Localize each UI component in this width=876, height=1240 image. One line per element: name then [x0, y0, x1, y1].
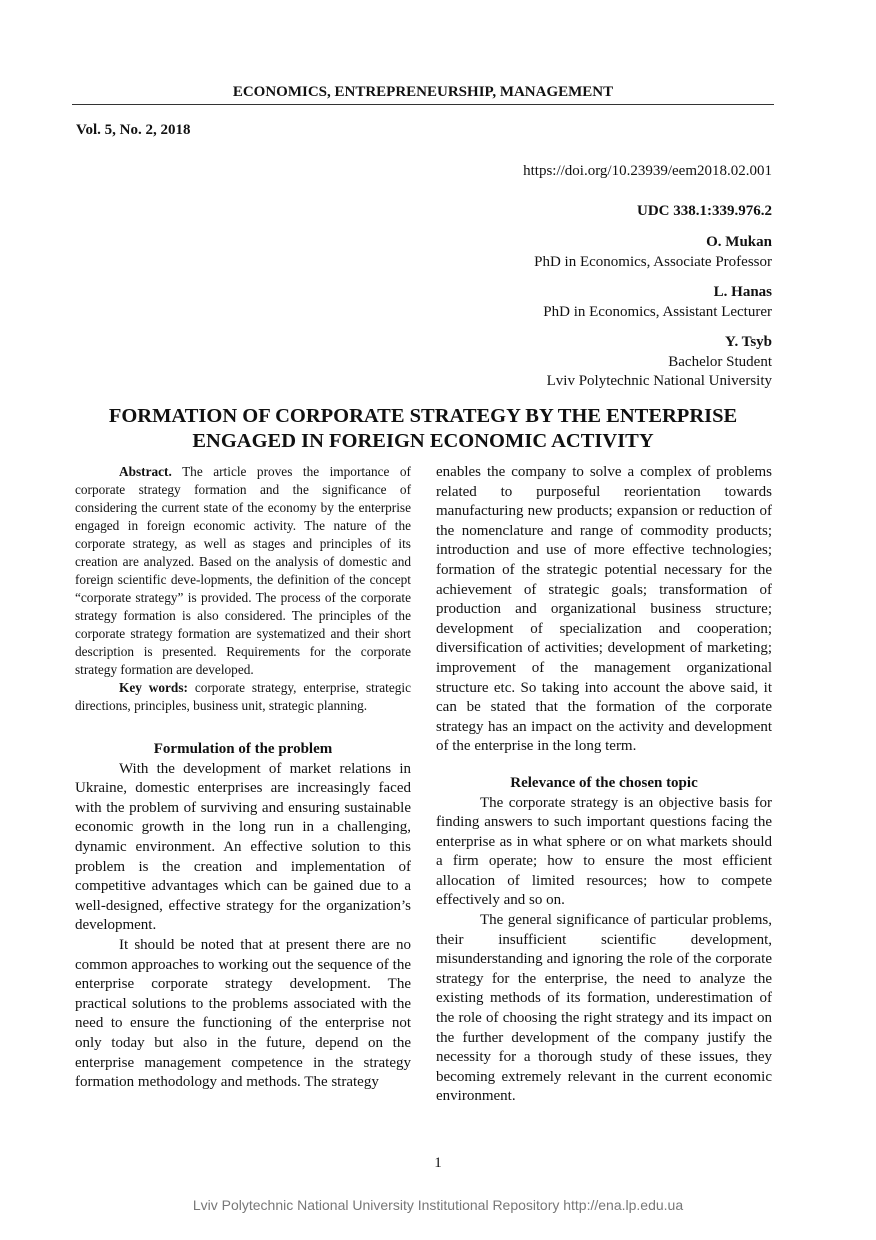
section-heading: Formulation of the problem: [153, 741, 333, 757]
paragraph: It should be noted that at present there are no common approaches to working out the sequence of the enterprise corporate strategy development. The practical solutions to the problems associated with the need to ensure the functioning of the enterprise not only today but also in the future, depend on the enterprise management competence in the strategy formation methodology and methods. The strategy: [75, 936, 411, 1091]
doi-link[interactable]: https://doi.org/10.23939/eem2018.02.001: [523, 163, 772, 179]
author-name: Y. Tsyb: [725, 334, 772, 350]
paragraph: The corporate strategy is an objective basis for finding answers to such important questions facing the enterprise as in what sphere or on what markets should a firm operate; how to ensure the most efficient allocation of limited resources; how to compete effectively and so on.: [436, 794, 772, 909]
page-number: 1: [434, 1155, 442, 1171]
right-column: [436, 463, 772, 1107]
author-position: Bachelor Student: [668, 353, 772, 370]
left-column: [75, 463, 411, 1093]
article-title: [72, 404, 774, 454]
journal-header: ECONOMICS, ENTREPRENEURSHIP, MANAGEMENT: [72, 84, 774, 105]
title-line: FORMATION OF CORPORATE STRATEGY BY THE ENTERPRISE: [108, 405, 738, 427]
keywords-label: Key words:: [119, 680, 188, 695]
keywords: [75, 679, 411, 715]
paragraph: The general significance of particular problems, their insufficient scientific development, misunderstanding and ignoring the role of the corporate strategy for the enterprise, the need to analyze the existing methods of its formation, underestimation of the role of choosing the right strategy and its impact on the further development of the company justify the necessity for a thorough study of these issues, they becoming extremely relevant in the current economic environment.: [436, 912, 772, 1105]
affiliation: Lviv Polytechnic National University: [546, 373, 772, 389]
repository-footer: Lviv Polytechnic National University Institutional Repository http://ena.lp.edu.ua: [192, 1197, 684, 1213]
volume-info: Vol. 5, No. 2, 2018: [76, 122, 191, 138]
author-block: [534, 233, 772, 392]
udc-code: UDC 338.1:339.976.2: [637, 203, 772, 219]
abstract-text: The article proves the importance of corporate strategy formation and the significance of considering the current state of the economy by the enterprise engaged in foreign economic activity. The nature of the corporate strategy, as well as stages and principles of its creation are analyzed. Based on the analysis of domestic and foreign scientific deve-lopments, the definition of the concept “corporate strategy” is provided. The process of the corporate strategy formation is also considered. The principles of the corporate strategy formation are systematized and their short description is presented. Requirements for the corporate strategy formation are developed.: [75, 464, 411, 677]
paragraph: With the development of market relations in Ukraine, domestic enterprises are increasingly faced with the problem of surviving and ensuring sustainable economic growth in the long run in a challenging, dynamic environment. An effective solution to this problem is the creation and implementation of competitive advantages which can be gained due to a well-designed, effective strategy for the organization’s development.: [75, 760, 411, 934]
keywords-text: corporate strategy, enterprise, strategic directions, principles, business unit, strategic planning.: [75, 680, 411, 713]
paragraph: enables the company to solve a complex of problems related to purposeful reorientation towards manufacturing new products; expansion or reduction of the nomenclature and range of commodity products; introduction and use of more effective technologies; formation of the strategic potential necessary for the achievement of strategic goals; transformation of production and organizational business structure; development of specialization and cooperation; diversification of activities; development of marketing; improvement of the management organizational structure etc. So taking into account the above said, it can be stated that the formation of the corporate strategy has an impact on the activity and development of the enterprise in the long term.: [436, 464, 772, 755]
author-name: L. Hanas: [713, 284, 772, 300]
abstract-label: Abstract.: [119, 464, 172, 479]
abstract: [75, 463, 411, 679]
section-heading: Relevance of the chosen topic: [510, 774, 698, 791]
author-position: PhD in Economics, Assistant Lecturer: [543, 303, 772, 320]
author-name: O. Mukan: [706, 234, 772, 250]
author-position: PhD in Economics, Associate Professor: [534, 253, 772, 270]
title-line: ENGAGED IN FOREIGN ECONOMIC ACTIVITY: [192, 430, 654, 452]
